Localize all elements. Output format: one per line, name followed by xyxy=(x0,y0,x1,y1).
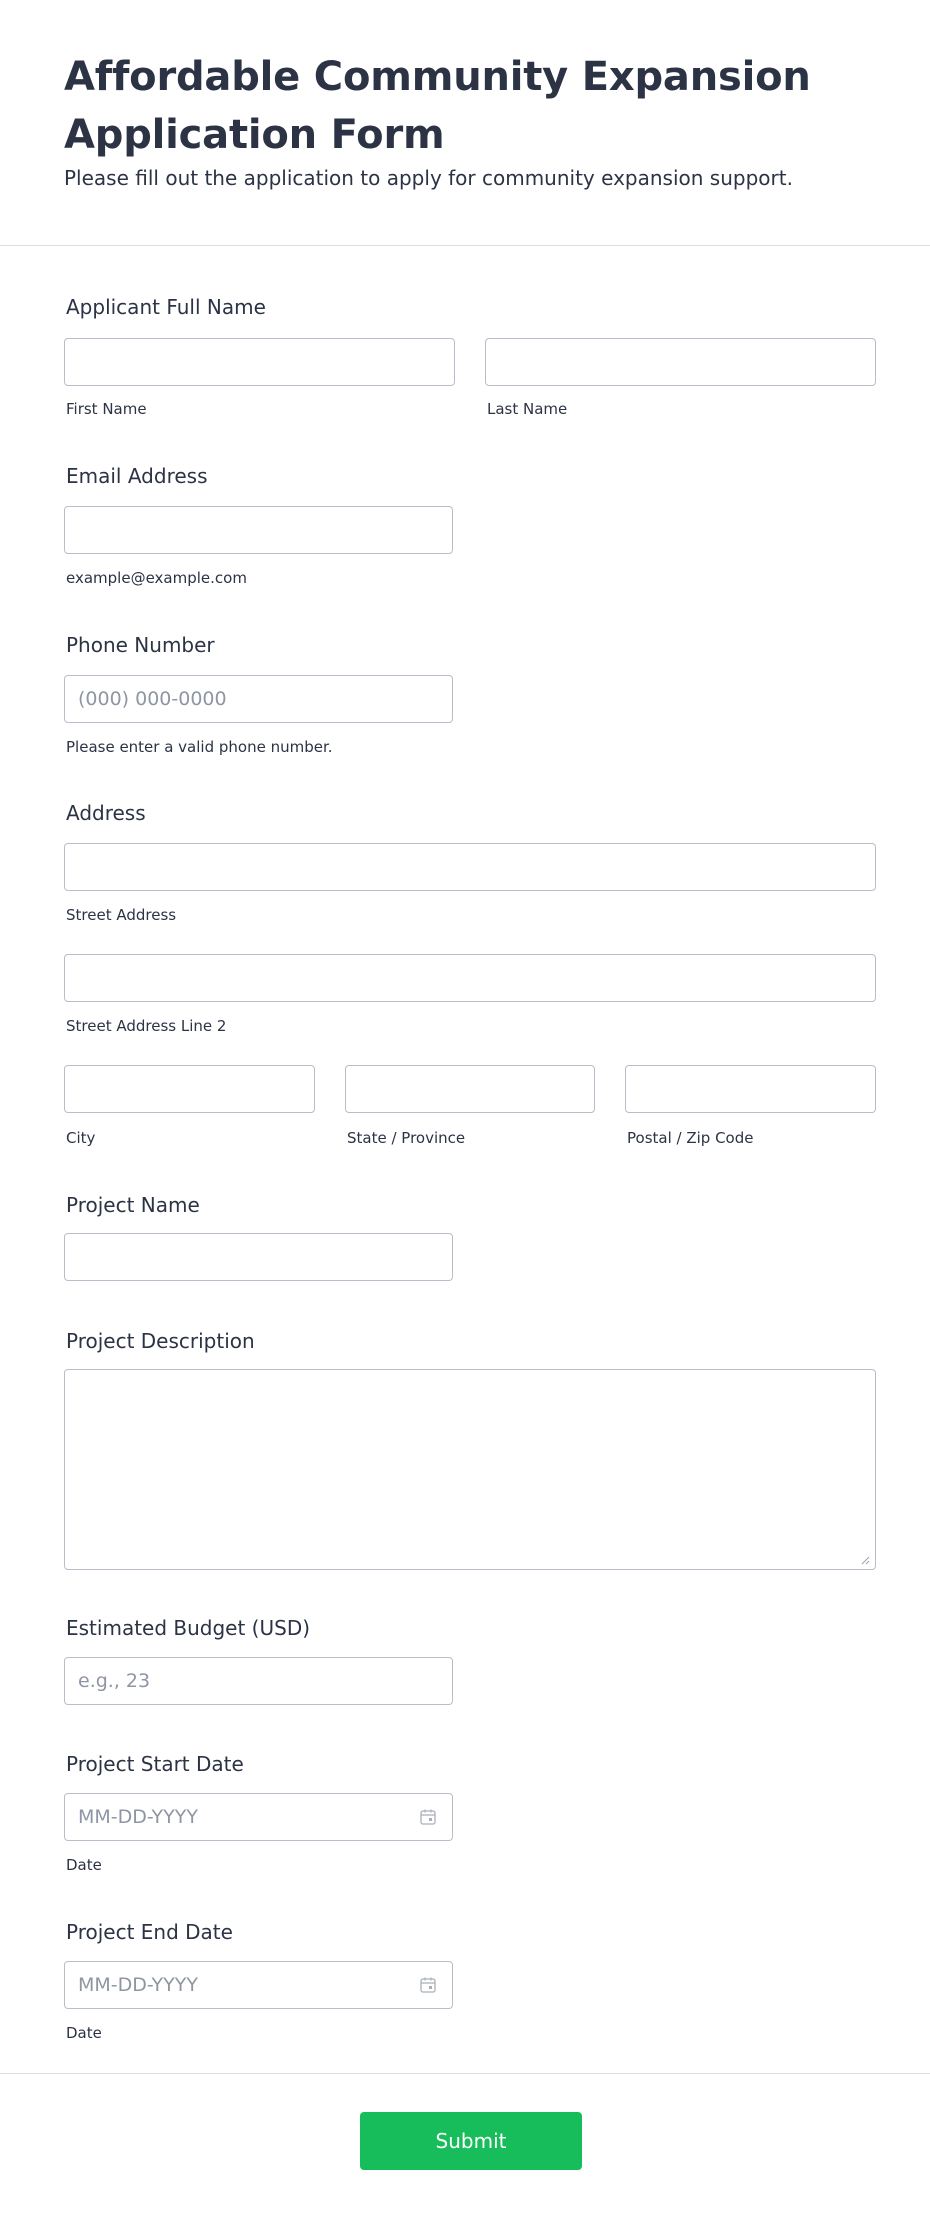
start-date-sublabel: Date xyxy=(66,1856,102,1874)
project-description-textarea[interactable] xyxy=(64,1369,876,1570)
last-name-input[interactable] xyxy=(485,338,876,386)
end-date-sublabel: Date xyxy=(66,2024,102,2042)
form-title: Affordable Community Expansion Application Form xyxy=(64,54,811,158)
street-address-sublabel: Street Address xyxy=(66,906,177,924)
first-name-input[interactable] xyxy=(64,338,455,386)
address-label: Address xyxy=(66,801,146,825)
submit-button[interactable]: Submit xyxy=(360,2112,582,2170)
footer-divider xyxy=(0,2073,930,2074)
start-date-input[interactable] xyxy=(64,1793,453,1841)
street-address-line2-sublabel: Street Address Line 2 xyxy=(66,1017,227,1035)
project-name-label: Project Name xyxy=(66,1193,200,1217)
phone-label: Phone Number xyxy=(66,633,215,657)
resize-grip-icon[interactable] xyxy=(860,1555,870,1565)
calendar-icon[interactable] xyxy=(419,1808,437,1826)
full-name-label: Applicant Full Name xyxy=(66,295,266,319)
postal-code-sublabel: Postal / Zip Code xyxy=(627,1129,754,1147)
street-address-line2-input[interactable] xyxy=(64,954,876,1002)
first-name-sublabel: First Name xyxy=(66,400,147,418)
last-name-sublabel: Last Name xyxy=(487,400,568,418)
end-date-input[interactable] xyxy=(64,1961,453,2009)
calendar-icon[interactable] xyxy=(419,1976,437,1994)
email-sublabel: example@example.com xyxy=(66,569,247,587)
start-date-label: Project Start Date xyxy=(66,1752,244,1776)
state-input[interactable] xyxy=(345,1065,595,1113)
email-label: Email Address xyxy=(66,464,208,488)
city-input[interactable] xyxy=(64,1065,315,1113)
project-description-label: Project Description xyxy=(66,1329,255,1353)
budget-label: Estimated Budget (USD) xyxy=(66,1616,311,1640)
phone-sublabel: Please enter a valid phone number. xyxy=(66,738,333,756)
header-divider xyxy=(0,245,930,246)
street-address-input[interactable] xyxy=(64,843,876,891)
end-date-label: Project End Date xyxy=(66,1920,233,1944)
budget-input[interactable] xyxy=(64,1657,453,1705)
email-input[interactable] xyxy=(64,506,453,554)
state-sublabel: State / Province xyxy=(347,1129,466,1147)
phone-input[interactable] xyxy=(64,675,453,723)
city-sublabel: City xyxy=(66,1129,96,1147)
project-name-input[interactable] xyxy=(64,1233,453,1281)
form-subtitle: Please fill out the application to apply for community expansion support. xyxy=(64,166,793,190)
postal-code-input[interactable] xyxy=(625,1065,876,1113)
